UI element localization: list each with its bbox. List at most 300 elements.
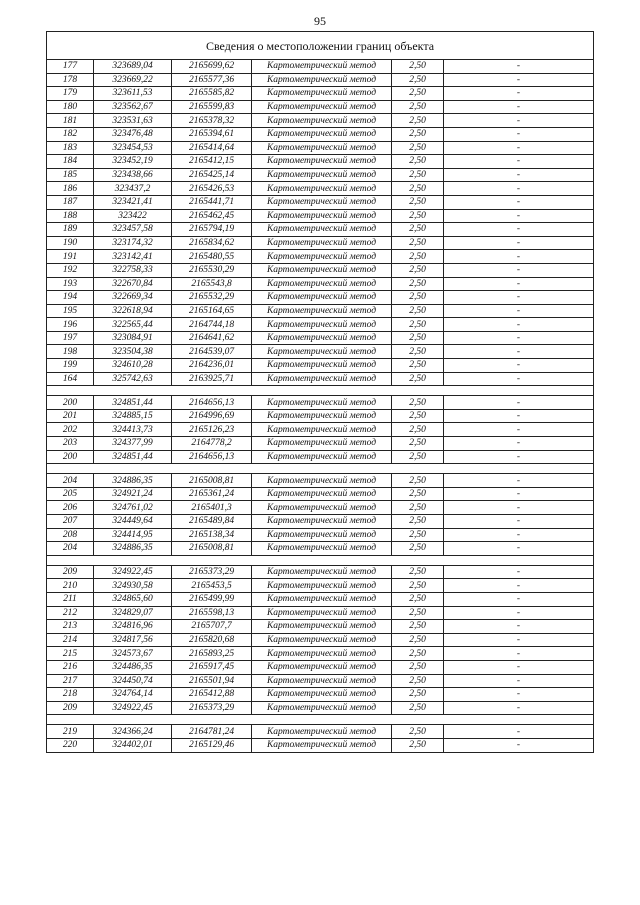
accuracy-cell: 2,50 [392, 674, 444, 688]
coord-x-cell: 324922,45 [94, 565, 172, 579]
coord-x-cell: 322758,33 [94, 263, 172, 277]
accuracy-cell: 2,50 [392, 450, 444, 464]
point-number-cell: 208 [47, 528, 94, 542]
coord-x-cell: 324851,44 [94, 450, 172, 464]
table-row [47, 168, 594, 182]
accuracy-cell: 2,50 [392, 331, 444, 345]
method-cell: Картометрический метод [252, 565, 392, 579]
method-cell: Картометрический метод [252, 423, 392, 437]
accuracy-cell: 2,50 [392, 223, 444, 237]
point-number-cell: 199 [47, 359, 94, 373]
table-row [47, 579, 594, 593]
coord-y-cell: 2165480,55 [172, 250, 252, 264]
description-cell: - [444, 304, 594, 318]
coord-y-cell: 2165820,68 [172, 633, 252, 647]
coord-x-cell: 323437,2 [94, 182, 172, 196]
coord-y-cell: 2165501,94 [172, 674, 252, 688]
method-cell: Картометрический метод [252, 331, 392, 345]
table-row [47, 304, 594, 318]
point-number-cell: 189 [47, 223, 94, 237]
table-row [47, 73, 594, 87]
coord-x-cell: 323421,41 [94, 195, 172, 209]
point-number-cell: 211 [47, 592, 94, 606]
method-cell: Картометрический метод [252, 168, 392, 182]
accuracy-cell: 2,50 [392, 701, 444, 715]
coord-y-cell: 2165707,7 [172, 620, 252, 634]
point-number-cell: 197 [47, 331, 94, 345]
point-number-cell: 187 [47, 195, 94, 209]
method-cell: Картометрический метод [252, 647, 392, 661]
accuracy-cell: 2,50 [392, 474, 444, 488]
point-number-cell: 202 [47, 423, 94, 437]
method-cell: Картометрический метод [252, 155, 392, 169]
accuracy-cell: 2,50 [392, 409, 444, 423]
table-row [47, 396, 594, 410]
coord-y-cell: 2165361,24 [172, 487, 252, 501]
table-row [47, 209, 594, 223]
description-cell: - [444, 660, 594, 674]
description-cell: - [444, 396, 594, 410]
method-cell: Картометрический метод [252, 396, 392, 410]
description-cell: - [444, 250, 594, 264]
method-cell: Картометрический метод [252, 182, 392, 196]
boundary-coordinates-table [46, 31, 594, 753]
table-row [47, 674, 594, 688]
accuracy-cell: 2,50 [392, 592, 444, 606]
method-cell: Картометрический метод [252, 304, 392, 318]
table-row [47, 87, 594, 101]
coord-y-cell: 2164236,01 [172, 359, 252, 373]
accuracy-cell: 2,50 [392, 396, 444, 410]
coord-y-cell: 2165126,23 [172, 423, 252, 437]
point-number-cell: 205 [47, 487, 94, 501]
accuracy-cell: 2,50 [392, 345, 444, 359]
method-cell: Картометрический метод [252, 701, 392, 715]
coord-x-cell: 324377,99 [94, 437, 172, 451]
point-number-cell: 204 [47, 474, 94, 488]
table-row [47, 223, 594, 237]
coord-x-cell: 323611,53 [94, 87, 172, 101]
coord-y-cell: 2164778,2 [172, 437, 252, 451]
point-number-cell: 198 [47, 345, 94, 359]
coord-y-cell: 2165462,45 [172, 209, 252, 223]
accuracy-cell: 2,50 [392, 291, 444, 305]
method-cell: Картометрический метод [252, 277, 392, 291]
accuracy-cell: 2,50 [392, 487, 444, 501]
coord-y-cell: 2164744,18 [172, 318, 252, 332]
method-cell: Картометрический метод [252, 409, 392, 423]
table-row [47, 542, 594, 556]
coord-x-cell: 323174,32 [94, 236, 172, 250]
coord-x-cell: 324886,35 [94, 542, 172, 556]
coord-x-cell: 324486,35 [94, 660, 172, 674]
coord-y-cell: 2165373,29 [172, 565, 252, 579]
coord-y-cell: 2165834,62 [172, 236, 252, 250]
method-cell: Картометрический метод [252, 542, 392, 556]
table-row [47, 474, 594, 488]
description-cell: - [444, 100, 594, 114]
method-cell: Картометрический метод [252, 250, 392, 264]
point-number-cell: 196 [47, 318, 94, 332]
description-cell: - [444, 647, 594, 661]
coord-x-cell: 324829,07 [94, 606, 172, 620]
point-number-cell: 216 [47, 660, 94, 674]
table-row [47, 660, 594, 674]
point-number-cell: 200 [47, 450, 94, 464]
description-cell: - [444, 688, 594, 702]
description-cell: - [444, 450, 594, 464]
description-cell: - [444, 565, 594, 579]
method-cell: Картометрический метод [252, 606, 392, 620]
table-body [47, 32, 594, 753]
coord-x-cell: 322618,94 [94, 304, 172, 318]
description-cell: - [444, 701, 594, 715]
accuracy-cell: 2,50 [392, 127, 444, 141]
description-cell: - [444, 592, 594, 606]
accuracy-cell: 2,50 [392, 372, 444, 386]
description-cell: - [444, 409, 594, 423]
table-row [47, 565, 594, 579]
description-cell: - [444, 542, 594, 556]
coord-x-cell: 323454,53 [94, 141, 172, 155]
table-row [47, 318, 594, 332]
table-row [47, 738, 594, 752]
table-row [47, 359, 594, 373]
point-number-cell: 195 [47, 304, 94, 318]
coord-y-cell: 2165394,61 [172, 127, 252, 141]
coord-x-cell: 324851,44 [94, 396, 172, 410]
method-cell: Картометрический метод [252, 474, 392, 488]
description-cell: - [444, 168, 594, 182]
point-number-cell: 188 [47, 209, 94, 223]
coord-x-cell: 324573,67 [94, 647, 172, 661]
accuracy-cell: 2,50 [392, 660, 444, 674]
point-number-cell: 180 [47, 100, 94, 114]
coord-x-cell: 324366,24 [94, 725, 172, 739]
coord-y-cell: 2164656,13 [172, 450, 252, 464]
description-cell: - [444, 182, 594, 196]
description-cell: - [444, 318, 594, 332]
group-separator-row [47, 715, 594, 725]
coord-x-cell: 324921,24 [94, 487, 172, 501]
coord-y-cell: 2165917,45 [172, 660, 252, 674]
point-number-cell: 210 [47, 579, 94, 593]
point-number-cell: 209 [47, 701, 94, 715]
table-row [47, 250, 594, 264]
description-cell: - [444, 195, 594, 209]
coord-x-cell: 324449,64 [94, 515, 172, 529]
method-cell: Картометрический метод [252, 725, 392, 739]
table-row [47, 331, 594, 345]
coord-x-cell: 323669,22 [94, 73, 172, 87]
accuracy-cell: 2,50 [392, 318, 444, 332]
point-number-cell: 203 [47, 437, 94, 451]
coord-x-cell: 324414,95 [94, 528, 172, 542]
accuracy-cell: 2,50 [392, 304, 444, 318]
point-number-cell: 207 [47, 515, 94, 529]
accuracy-cell: 2,50 [392, 73, 444, 87]
coord-x-cell: 324930,58 [94, 579, 172, 593]
table-row [47, 291, 594, 305]
coord-x-cell: 322565,44 [94, 318, 172, 332]
accuracy-cell: 2,50 [392, 155, 444, 169]
description-cell: - [444, 487, 594, 501]
coord-x-cell: 324865,60 [94, 592, 172, 606]
coord-x-cell: 324450,74 [94, 674, 172, 688]
table-row [47, 423, 594, 437]
description-cell: - [444, 331, 594, 345]
point-number-cell: 204 [47, 542, 94, 556]
coord-y-cell: 2165138,34 [172, 528, 252, 542]
group-separator-row [47, 464, 594, 474]
description-cell: - [444, 515, 594, 529]
coord-y-cell: 2165164,65 [172, 304, 252, 318]
coord-y-cell: 2165453,5 [172, 579, 252, 593]
coord-x-cell: 325742,63 [94, 372, 172, 386]
accuracy-cell: 2,50 [392, 100, 444, 114]
table-row [47, 725, 594, 739]
accuracy-cell: 2,50 [392, 277, 444, 291]
method-cell: Картометрический метод [252, 127, 392, 141]
point-number-cell: 185 [47, 168, 94, 182]
page-number: 95 [314, 14, 326, 28]
description-cell: - [444, 423, 594, 437]
accuracy-cell: 2,50 [392, 647, 444, 661]
coord-x-cell: 322669,34 [94, 291, 172, 305]
description-cell: - [444, 633, 594, 647]
method-cell: Картометрический метод [252, 114, 392, 128]
accuracy-cell: 2,50 [392, 528, 444, 542]
description-cell: - [444, 725, 594, 739]
accuracy-cell: 2,50 [392, 579, 444, 593]
coord-y-cell: 2165412,15 [172, 155, 252, 169]
group-separator-cell [47, 464, 594, 474]
method-cell: Картометрический метод [252, 660, 392, 674]
description-cell: - [444, 127, 594, 141]
coord-y-cell: 2165008,81 [172, 474, 252, 488]
group-separator-row [47, 386, 594, 396]
coord-y-cell: 2164539,07 [172, 345, 252, 359]
point-number-cell: 215 [47, 647, 94, 661]
method-cell: Картометрический метод [252, 592, 392, 606]
table-row [47, 60, 594, 74]
table-row [47, 701, 594, 715]
coord-x-cell: 324886,35 [94, 474, 172, 488]
point-number-cell: 191 [47, 250, 94, 264]
coord-y-cell: 2165598,13 [172, 606, 252, 620]
table-row [47, 606, 594, 620]
description-cell: - [444, 674, 594, 688]
coord-y-cell: 2165373,29 [172, 701, 252, 715]
coord-y-cell: 2165129,46 [172, 738, 252, 752]
accuracy-cell: 2,50 [392, 542, 444, 556]
coord-y-cell: 2165530,29 [172, 263, 252, 277]
coord-y-cell: 2165893,25 [172, 647, 252, 661]
point-number-cell: 192 [47, 263, 94, 277]
coord-y-cell: 2165585,82 [172, 87, 252, 101]
method-cell: Картометрический метод [252, 345, 392, 359]
table-row [47, 620, 594, 634]
point-number-cell: 209 [47, 565, 94, 579]
description-cell: - [444, 263, 594, 277]
coord-x-cell: 324761,02 [94, 501, 172, 515]
method-cell: Картометрический метод [252, 515, 392, 529]
description-cell: - [444, 606, 594, 620]
method-cell: Картометрический метод [252, 738, 392, 752]
description-cell: - [444, 579, 594, 593]
coord-x-cell: 324922,45 [94, 701, 172, 715]
method-cell: Картометрический метод [252, 209, 392, 223]
method-cell: Картометрический метод [252, 487, 392, 501]
description-cell: - [444, 738, 594, 752]
accuracy-cell: 2,50 [392, 195, 444, 209]
table-row [47, 437, 594, 451]
accuracy-cell: 2,50 [392, 87, 444, 101]
coord-x-cell: 323142,41 [94, 250, 172, 264]
accuracy-cell: 2,50 [392, 263, 444, 277]
description-cell: - [444, 359, 594, 373]
method-cell: Картометрический метод [252, 318, 392, 332]
accuracy-cell: 2,50 [392, 633, 444, 647]
table-row [47, 127, 594, 141]
coord-x-cell: 323476,48 [94, 127, 172, 141]
accuracy-cell: 2,50 [392, 359, 444, 373]
method-cell: Картометрический метод [252, 236, 392, 250]
coord-x-cell: 323422 [94, 209, 172, 223]
coord-y-cell: 2165425,14 [172, 168, 252, 182]
group-separator-cell [47, 715, 594, 725]
table-row [47, 501, 594, 515]
point-number-cell: 219 [47, 725, 94, 739]
coord-y-cell: 2165499,99 [172, 592, 252, 606]
table-row [47, 195, 594, 209]
coord-x-cell: 324402,01 [94, 738, 172, 752]
coord-y-cell: 2165489,84 [172, 515, 252, 529]
method-cell: Картометрический метод [252, 674, 392, 688]
coord-x-cell: 324817,56 [94, 633, 172, 647]
coord-x-cell: 323531,63 [94, 114, 172, 128]
coord-y-cell: 2165599,83 [172, 100, 252, 114]
point-number-cell: 183 [47, 141, 94, 155]
point-number-cell: 194 [47, 291, 94, 305]
description-cell: - [444, 528, 594, 542]
group-separator-cell [47, 386, 594, 396]
accuracy-cell: 2,50 [392, 725, 444, 739]
table-title: Сведения о местоположении границ объекта [47, 32, 594, 60]
coord-y-cell: 2165543,8 [172, 277, 252, 291]
accuracy-cell: 2,50 [392, 565, 444, 579]
coord-y-cell: 2165008,81 [172, 542, 252, 556]
coord-x-cell: 323452,19 [94, 155, 172, 169]
method-cell: Картометрический метод [252, 688, 392, 702]
point-number-cell: 182 [47, 127, 94, 141]
coord-x-cell: 324816,96 [94, 620, 172, 634]
method-cell: Картометрический метод [252, 620, 392, 634]
table-row [47, 263, 594, 277]
point-number-cell: 178 [47, 73, 94, 87]
coord-y-cell: 2165699,62 [172, 60, 252, 74]
coord-x-cell: 323689,04 [94, 60, 172, 74]
coord-y-cell: 2164641,62 [172, 331, 252, 345]
description-cell: - [444, 223, 594, 237]
accuracy-cell: 2,50 [392, 236, 444, 250]
table-row [47, 155, 594, 169]
description-cell: - [444, 60, 594, 74]
point-number-cell: 190 [47, 236, 94, 250]
point-number-cell: 201 [47, 409, 94, 423]
method-cell: Картометрический метод [252, 263, 392, 277]
description-cell: - [444, 345, 594, 359]
coord-y-cell: 2163925,71 [172, 372, 252, 386]
coord-y-cell: 2165532,29 [172, 291, 252, 305]
description-cell: - [444, 501, 594, 515]
accuracy-cell: 2,50 [392, 60, 444, 74]
accuracy-cell: 2,50 [392, 738, 444, 752]
method-cell: Картометрический метод [252, 633, 392, 647]
method-cell: Картометрический метод [252, 223, 392, 237]
description-cell: - [444, 73, 594, 87]
point-number-cell: 164 [47, 372, 94, 386]
accuracy-cell: 2,50 [392, 620, 444, 634]
accuracy-cell: 2,50 [392, 423, 444, 437]
table-row [47, 409, 594, 423]
accuracy-cell: 2,50 [392, 250, 444, 264]
description-cell: - [444, 114, 594, 128]
accuracy-cell: 2,50 [392, 515, 444, 529]
coord-y-cell: 2164996,69 [172, 409, 252, 423]
coord-x-cell: 323438,66 [94, 168, 172, 182]
method-cell: Картометрический метод [252, 501, 392, 515]
accuracy-cell: 2,50 [392, 114, 444, 128]
description-cell: - [444, 474, 594, 488]
table-row [47, 528, 594, 542]
accuracy-cell: 2,50 [392, 688, 444, 702]
method-cell: Картометрический метод [252, 359, 392, 373]
method-cell: Картометрический метод [252, 291, 392, 305]
coord-y-cell: 2165401,3 [172, 501, 252, 515]
point-number-cell: 179 [47, 87, 94, 101]
table-row [47, 372, 594, 386]
accuracy-cell: 2,50 [392, 168, 444, 182]
description-cell: - [444, 209, 594, 223]
table-row [47, 236, 594, 250]
coord-y-cell: 2165426,53 [172, 182, 252, 196]
coord-y-cell: 2165441,71 [172, 195, 252, 209]
coord-y-cell: 2165794,19 [172, 223, 252, 237]
description-cell: - [444, 372, 594, 386]
accuracy-cell: 2,50 [392, 606, 444, 620]
table-row [47, 515, 594, 529]
table-row [47, 182, 594, 196]
table-row [47, 100, 594, 114]
accuracy-cell: 2,50 [392, 501, 444, 515]
group-separator-cell [47, 555, 594, 565]
table-row [47, 345, 594, 359]
method-cell: Картометрический метод [252, 528, 392, 542]
point-number-cell: 218 [47, 688, 94, 702]
coord-x-cell: 323457,58 [94, 223, 172, 237]
point-number-cell: 186 [47, 182, 94, 196]
description-cell: - [444, 155, 594, 169]
point-number-cell: 181 [47, 114, 94, 128]
accuracy-cell: 2,50 [392, 209, 444, 223]
coord-y-cell: 2165414,64 [172, 141, 252, 155]
coord-y-cell: 2165412,88 [172, 688, 252, 702]
table-row [47, 633, 594, 647]
group-separator-row [47, 555, 594, 565]
description-cell: - [444, 87, 594, 101]
table-row [47, 114, 594, 128]
